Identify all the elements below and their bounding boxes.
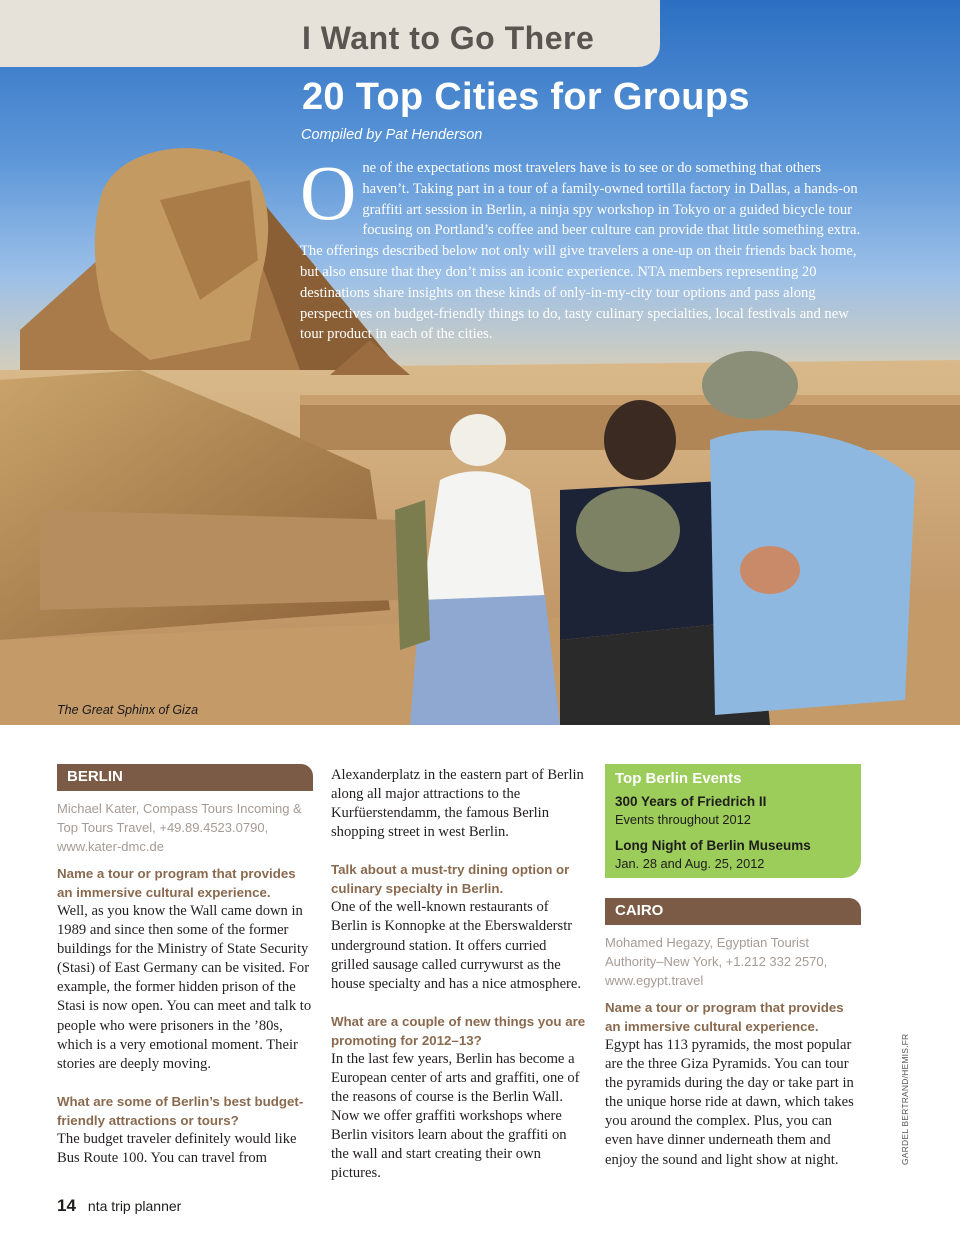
events-title: Top Berlin Events <box>615 770 742 787</box>
berlin-contact: Michael Kater, Compass Tours Incoming & Top Tours Travel, +49.89.4523.0790, www.kater-dmc.de <box>57 801 302 854</box>
column-1 <box>57 764 313 1168</box>
intro-text: ne of the expectations most travelers have is to see or do something that others haven’t. Taking part in a tour of a family-owned tortilla factory in Dallas, a hands-on graffiti art session in Berlin, a ninja spy workshop in Tokyo or a guided bicycle tour focusing on Portland’s coffee and beer culture can provide that little something extra. The offerings described below not only will give travelers a one-up on their friends back home, but also ensure that they don’t miss an iconic experience. NTA members representing 20 destinations share insights on these kinds of only-in-my-city tour options and pass along perspectives on budget-friendly things to do, tasty culinary specialties, local festivals and new tour product in each of the cities. <box>300 160 861 343</box>
event-date: Jan. 28 and Aug. 25, 2012 <box>615 856 765 871</box>
cairo-question-1: Name a tour or program that provides an immersive cultural experience. <box>605 1000 844 1034</box>
event-date: Events throughout 2012 <box>615 812 751 827</box>
section-kicker: I Want to Go There <box>302 20 595 56</box>
berlin-answer-2: The budget traveler definitely would like Bus Route 100. You can travel from <box>57 1130 297 1166</box>
berlin-answer-1: Well, as you know the Wall came down in 1989 and since then some of the former buildings for the Ministry of State Security (Stasi) of East Germany can be visited. For example, the former hidden prison of the Stasi is now open. You can meet and talk to people who were prisoners in the ’80s, which is a very emotional moment. Their stories are deeply moving. <box>57 903 312 1072</box>
column-2 <box>331 766 587 1184</box>
event-name: 300 Years of Friedrich II <box>615 794 767 809</box>
berlin-question-4: What are a couple of new things you are promoting for 2012–13? <box>331 1013 586 1048</box>
berlin-question-2: What are some of Berlin’s best budget-friendly attractions or tours? <box>57 1093 304 1128</box>
berlin-heading: BERLIN <box>57 764 313 791</box>
photo-credit: GARDEL BERTRAND/HEMIS.FR <box>900 1033 910 1165</box>
column-3 <box>605 764 861 1170</box>
berlin-question-1: Name a tour or program that provides an immersive cultural experience. <box>57 866 296 900</box>
events-box <box>605 764 861 878</box>
event-name: Long Night of Berlin Museums <box>615 838 811 853</box>
article-title: 20 Top Cities for Groups <box>302 76 750 118</box>
berlin-question-3: Talk about a must-try dining option or culinary specialty in Berlin. <box>331 862 570 897</box>
berlin-answer-4: In the last few years, Berlin has become a European center of arts and graffiti, one of the reasons of course is the Berlin Wall. Now we offer graffiti workshops where Berlin visitors learn about the graffiti on the wall and start creating their own pictures. <box>331 1050 580 1182</box>
page-footer <box>57 1196 181 1216</box>
photo-caption: The Great Sphinx of Giza <box>57 703 199 717</box>
cairo-contact: Mohamed Hegazy, Egyptian Tourist Authority–New York, +1.212 332 2570, www.egypt.travel <box>605 935 828 988</box>
page-number: 14 <box>57 1196 76 1215</box>
byline: Compiled by Pat Henderson <box>301 127 483 143</box>
drop-cap: O <box>300 149 357 236</box>
berlin-answer-3: One of the well-known restaurants of Berlin is Konnopke at the Eberswalderstr underground station. It offers curried grilled sausage called currywurst as the house specialty and has a nice atmosphere. <box>331 899 582 992</box>
cairo-heading: CAIRO <box>605 898 861 925</box>
cairo-answer-1: Egypt has 113 pyramids, the most popular are the three Giza Pyramids. You can tour the pyramids during the day or take part in the unique horse ride at dawn, which takes you around the complex. Plus, you can even have dinner underneath them and enjoy the sound and light show at night. <box>605 1037 854 1168</box>
publication-name: nta trip planner <box>87 1198 182 1214</box>
intro-paragraph <box>300 149 862 345</box>
berlin-answer-2-continued: Alexanderplatz in the eastern part of Berlin along all major attractions to the Kurfüerstendamm, the famous Berlin shopping street in west Berlin. <box>331 767 584 841</box>
